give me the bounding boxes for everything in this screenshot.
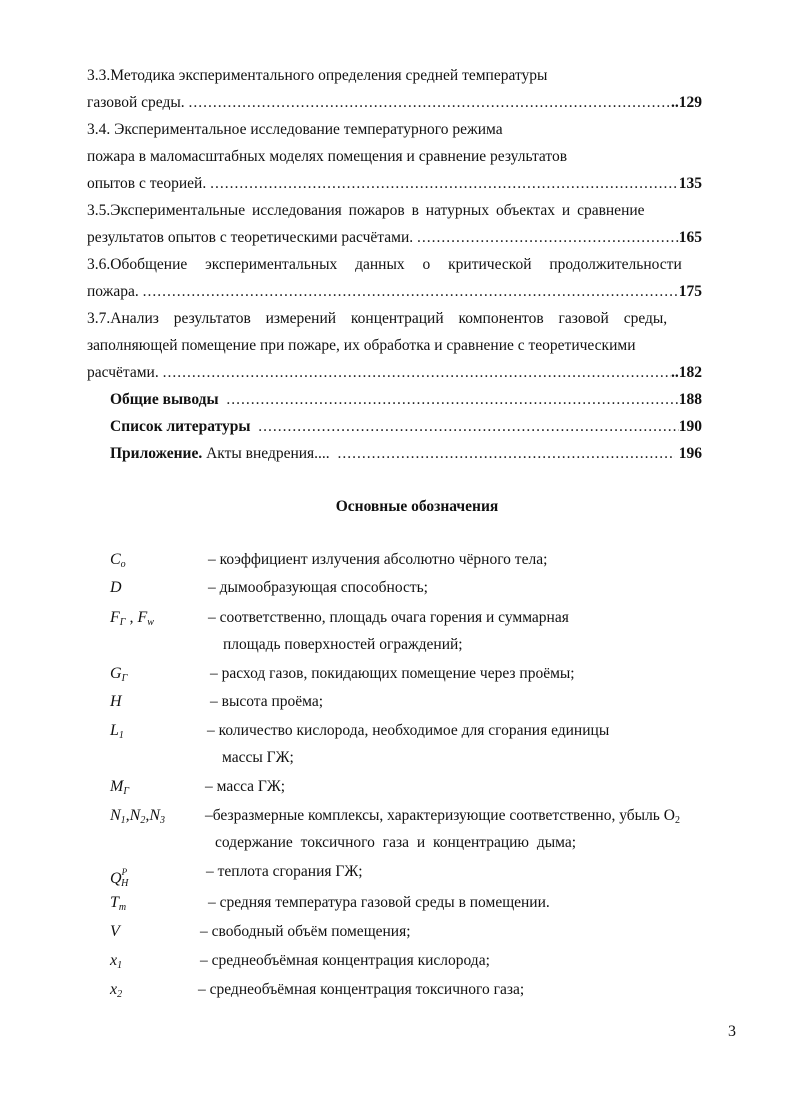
toc-3-4-line3: опытов с теорией. [87, 175, 207, 192]
definition-h: – высота проёма; [210, 693, 324, 710]
toc-3-6-entry [87, 280, 702, 304]
definition-x1: – среднеобъёмная концентрация кислорода; [200, 952, 490, 969]
dot-leader [189, 91, 671, 115]
symbol-l1: $L_1$ [110, 722, 124, 741]
toc-3-6-line1: 3.6.Обобщение экспериментальных данных о критической продолжительности [87, 256, 682, 273]
definition-c0: – коэффициент излучения абсолютно чёрного тела; [208, 551, 548, 568]
definition-l1-cont: массы ГЖ; [222, 749, 294, 766]
symbol-n: $N_1,N_2,N_3$ [110, 807, 166, 826]
notation-title: Основные обозначения [335, 498, 499, 515]
dot-leader [337, 442, 674, 466]
definition-n-cont: содержание токсичного газа и концентрацию дыма; [215, 834, 577, 851]
dot-leader [210, 172, 679, 196]
toc-3-6-line2: пожара. [87, 283, 139, 300]
symbol-q: $Q^P_H$ [110, 867, 129, 889]
toc-3-7-line1: 3.7.Анализ результатов измерений концентраций компонентов газовой среды, [87, 310, 668, 327]
symbol-x2: $x_2$ [110, 981, 123, 1000]
definition-g: – расход газов, покидающих помещение через проёмы; [210, 665, 575, 682]
symbol-f: $F_Г$ , $F_w$ [110, 609, 154, 628]
symbol-d: D [110, 579, 122, 596]
definition-x2: – среднеобъёмная концентрация токсичного газа; [198, 981, 525, 998]
toc-3-3-line1: 3.3.Методика экспериментального определения средней температуры [87, 67, 548, 84]
toc-3-4-line1: 3.4. Экспериментальное исследование температурного режима [87, 121, 503, 138]
definition-q: – теплота сгорания ГЖ; [206, 863, 363, 880]
toc-appendix-label: Приложение. [110, 445, 203, 462]
definition-m: – масса ГЖ; [205, 778, 286, 795]
toc-3-6-page: 175 [678, 283, 702, 300]
symbol-tm: $T_m$ [110, 894, 127, 913]
symbol-c0: $C_o$ [110, 551, 126, 570]
toc-3-3-line2: газовой среды. [87, 94, 185, 111]
definition-v: – свободный объём помещения; [200, 923, 411, 940]
symbol-h: H [110, 693, 122, 710]
toc-3-5-line2: результатов опытов с теоретическими расчётами. [87, 229, 414, 246]
toc-3-5-entry [87, 226, 702, 250]
definition-f: – соответственно, площадь очага горения и суммарная [208, 609, 569, 626]
toc-references [110, 415, 702, 439]
symbol-g: $G_Г$ [110, 665, 128, 684]
symbol-m: $M_Г$ [110, 778, 130, 797]
dot-leader [226, 388, 678, 412]
toc-3-3-entry [87, 91, 702, 115]
toc-references-label: Список литературы [110, 418, 251, 435]
toc-3-5-page: 165 [678, 229, 702, 246]
symbol-v: V [110, 923, 120, 940]
definition-d: – дымообразующая способность; [208, 579, 428, 596]
toc-appendix [110, 442, 702, 466]
definition-n: –безразмерные комплексы, характеризующие соответственно, убыль $O_2$ [205, 807, 680, 826]
toc-appendix-page: 196 [678, 445, 702, 462]
toc-3-7-line3: расчётами. [87, 364, 159, 381]
toc-3-7-line2: заполняющей помещение при пожаре, их обработка и сравнение с теоретическими [87, 337, 636, 354]
toc-3-7-entry [87, 361, 702, 385]
symbol-x1: $x_1$ [110, 952, 123, 971]
definition-tm: – средняя температура газовой среды в помещении. [208, 894, 550, 911]
toc-conclusions [110, 388, 702, 412]
dot-leader [163, 361, 671, 385]
toc-appendix-text: Акты внедрения.... [206, 445, 330, 462]
toc-3-5-line1: 3.5.Экспериментальные исследования пожаров в натурных объектах и сравнение [87, 202, 645, 219]
dot-leader [143, 280, 679, 304]
toc-3-4-page: 135 [678, 175, 702, 192]
toc-references-page: 190 [678, 418, 702, 435]
dot-leader [417, 226, 679, 250]
definition-l1: – количество кислорода, необходимое для сгорания единицы [207, 722, 610, 739]
dot-leader [258, 415, 679, 439]
toc-3-4-entry [87, 172, 702, 196]
toc-3-7-page: ..182 [671, 364, 702, 381]
toc-3-4-line2: пожара в маломасштабных моделях помещения и сравнение результатов [87, 148, 568, 165]
toc-3-3-page: ..129 [671, 94, 702, 111]
page-number: 3 [728, 1023, 736, 1040]
definition-f-cont: площадь поверхностей ограждений; [223, 636, 463, 653]
toc-conclusions-label: Общие выводы [110, 391, 219, 408]
toc-conclusions-page: 188 [678, 391, 702, 408]
